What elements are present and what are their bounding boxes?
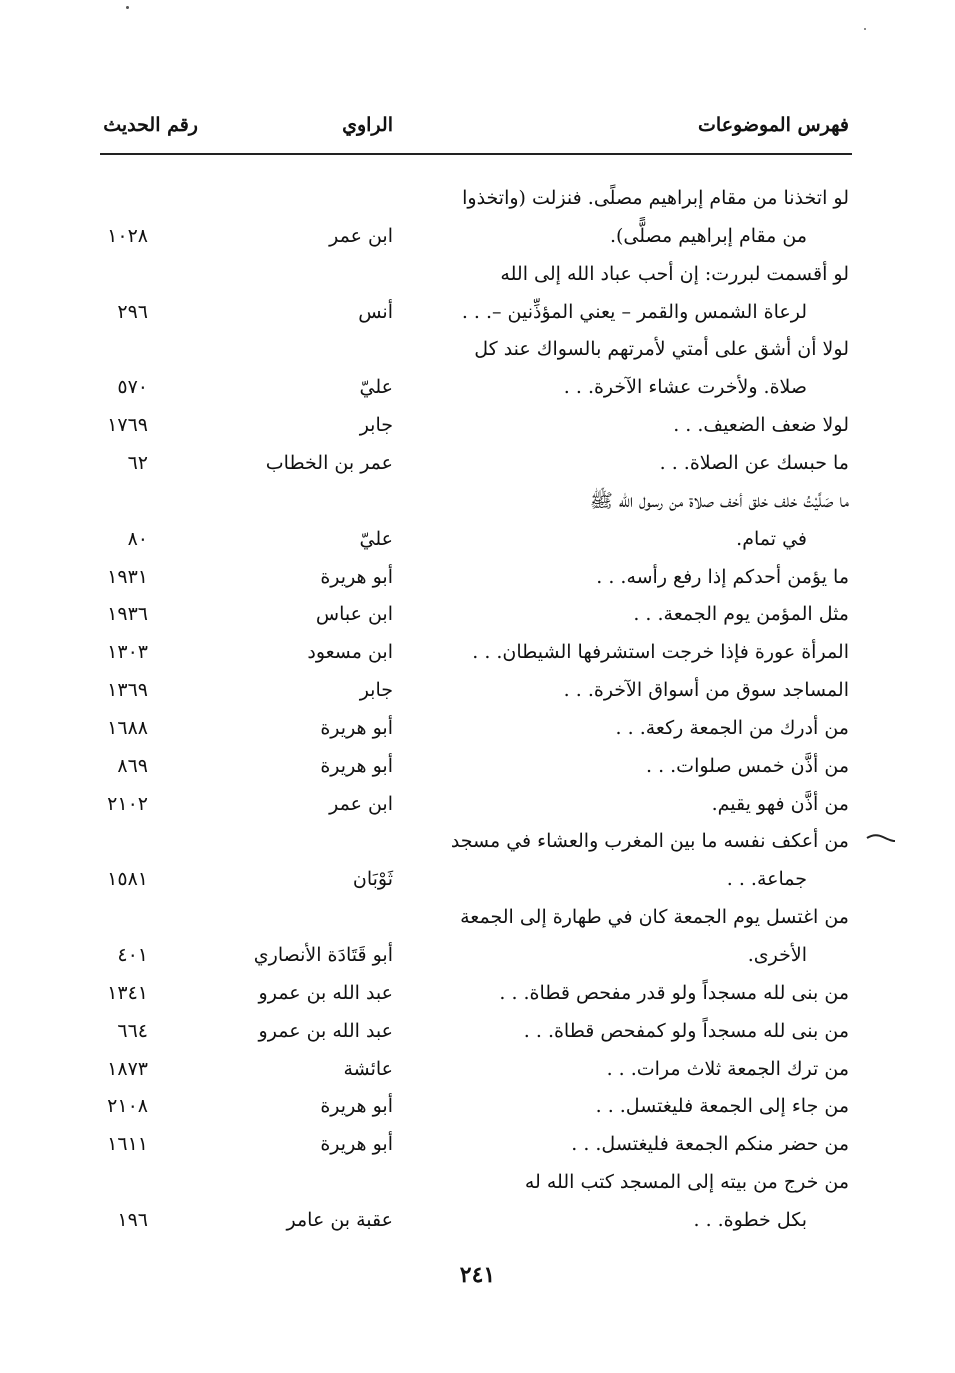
narrator-name: أبو هريرة: [320, 755, 393, 777]
index-row: [0, 633, 955, 671]
narrator-name: عليّ: [359, 528, 393, 550]
narrator-name: أبو هريرة: [320, 1133, 393, 1155]
index-row: [0, 179, 955, 217]
narrator-name: جابر: [359, 679, 393, 701]
hadith-text: جماعة. . .: [726, 868, 807, 890]
handwritten-margin-mark-icon: [865, 832, 897, 844]
hadith-number: ٦٢: [127, 452, 148, 474]
hadith-number: ١٩٣٦: [107, 603, 148, 625]
hadith-text: لرعاة الشمس والقمر – يعني المؤذِّنين –. . .: [461, 301, 807, 323]
hadith-text: الأخرى.: [747, 944, 807, 966]
narrator-name: عمر بن الخطاب: [265, 452, 393, 474]
narrator-name: عائشة: [343, 1058, 393, 1080]
hadith-number: ٢١٠٢: [107, 793, 148, 815]
hadith-number: ٢٩٦: [117, 301, 148, 323]
hadith-text: من أذَّن خمس صلوات. . .: [645, 755, 849, 777]
index-row: [0, 595, 955, 633]
hadith-number: ٦٦٤: [117, 1020, 148, 1042]
hadith-number: ١٨٧٣: [107, 1058, 148, 1080]
narrator-name: عقبة بن عامر: [286, 1209, 393, 1231]
index-row: [0, 936, 955, 974]
narrator-name: ابن مسعود: [307, 641, 393, 663]
hadith-number: ٢١٠٨: [107, 1095, 148, 1117]
hadith-text: من ترك الجمعة ثلاث مرات. . .: [606, 1058, 849, 1080]
column-header-hadith-number: رقم الحديث: [103, 114, 198, 136]
speck-mark: [126, 6, 129, 9]
hadith-number: ١٥٨١: [107, 868, 148, 890]
hadith-number: ١٣٦٩: [107, 679, 148, 701]
index-row: [0, 1012, 955, 1050]
hadith-text: لو اتخذنا من مقام إبراهيم مصلًى. فنزلت (واتخذوا: [462, 187, 849, 209]
index-row: [0, 709, 955, 747]
hadith-text: من بنى لله مسجداً ولو كمفحص قطاة. . .: [523, 1020, 849, 1042]
hadith-number: ١٠٢٨: [107, 225, 148, 247]
narrator-name: أبو قَتَادَة الأنصاري: [253, 944, 393, 966]
hadith-text: ما حبسك عن الصلاة. . .: [659, 452, 849, 474]
narrator-name: ابن عباس: [315, 603, 393, 625]
hadith-text: ما صَلَّيْتُ خلف خلق أخف صلاة من رسول الله ﷺ: [589, 490, 849, 512]
hadith-text: من اغتسل يوم الجمعة كان في طهارة إلى الجمعة: [460, 906, 849, 928]
hadith-text: بكل خطوة. . .: [693, 1209, 807, 1231]
hadith-text: من خرج من بيته إلى المسجد كتب الله له: [524, 1171, 849, 1193]
narrator-name: أبو هريرة: [320, 717, 393, 739]
hadith-text: مثل المؤمن يوم الجمعة. . .: [633, 603, 849, 625]
hadith-number: ١٩٣١: [107, 566, 148, 588]
column-header-topics: فهرس الموضوعات: [698, 114, 849, 136]
index-row: [0, 1050, 955, 1088]
hadith-number: ٤٠١: [117, 944, 148, 966]
column-header-narrator: الراوي: [342, 114, 393, 136]
index-row: [0, 293, 955, 331]
index-row: [0, 520, 955, 558]
hadith-text: في تمام.: [736, 528, 807, 550]
hadith-text: لولا ضعف الضعيف. . .: [673, 414, 849, 436]
hadith-number: ١٧٦٩: [107, 414, 148, 436]
hadith-text: المرأة عورة فإذا خرجت استشرفها الشيطان. . .: [472, 641, 849, 663]
hadith-number: ٥٧٠: [117, 376, 148, 398]
hadith-number: ١٦٨٨: [107, 717, 148, 739]
hadith-text: من أعكف نفسه ما بين المغرب والعشاء في مسجد: [450, 830, 849, 852]
index-row: [0, 406, 955, 444]
narrator-name: أنس: [358, 301, 393, 323]
narrator-name: ابن عمر: [329, 793, 393, 815]
hadith-text: صلاة. ولأخرت عشاء الآخرة. . .: [563, 376, 807, 398]
hadith-text: المساجد سوق من أسواق الآخرة. . .: [563, 679, 849, 701]
index-row: [0, 1087, 955, 1125]
hadith-text: من حضر منكم الجمعة فليغتسل. . .: [571, 1133, 849, 1155]
index-row: [0, 1201, 955, 1239]
hadith-number: ٨٠: [127, 528, 148, 550]
hadith-text: من بنى لله مسجداً ولو قدر مفحص قطاة. . .: [499, 982, 849, 1004]
narrator-name: عبد الله بن عمرو: [258, 1020, 393, 1042]
index-row: [0, 860, 955, 898]
index-row: [0, 898, 955, 936]
hadith-text: لولا أن أشق على أمتي لأمرتهم بالسواك عند كل: [474, 338, 849, 360]
hadith-text: لو أقسمت لبررت: إن أحب عباد الله إلى الله: [500, 263, 849, 285]
header-rule: [100, 153, 852, 155]
hadith-text: من جاء إلى الجمعة فليغتسل. . .: [595, 1095, 849, 1117]
hadith-number: ١٦١١: [107, 1133, 148, 1155]
index-row: [0, 558, 955, 596]
hadith-number: ٨٦٩: [117, 755, 148, 777]
hadith-text: من مقام إبراهيم مصلًّى).: [609, 225, 807, 247]
index-row: [0, 1125, 955, 1163]
hadith-number: ١٣٤١: [107, 982, 148, 1004]
hadith-text: من أذَّن فهو يقيم.: [711, 793, 849, 815]
index-row: [0, 444, 955, 482]
index-row: [0, 255, 955, 293]
index-row: [0, 482, 955, 520]
index-row: [0, 217, 955, 255]
index-row: [0, 1163, 955, 1201]
narrator-name: أبو هريرة: [320, 566, 393, 588]
index-row: [0, 822, 955, 860]
hadith-text: ما يؤمن أحدكم إذا رفع رأسه. . .: [596, 566, 849, 588]
narrator-name: جابر: [359, 414, 393, 436]
hadith-number: ١٩٦: [117, 1209, 148, 1231]
index-row: [0, 785, 955, 823]
page-number: ٢٤١: [459, 1262, 496, 1288]
hadith-text: من أدرك من الجمعة ركعة. . .: [615, 717, 849, 739]
index-row: [0, 368, 955, 406]
narrator-name: ابن عمر: [329, 225, 393, 247]
narrator-name: عليّ: [359, 376, 393, 398]
hadith-number: ١٣٠٣: [107, 641, 148, 663]
narrator-name: ثَوْبَان: [352, 868, 393, 890]
narrator-name: أبو هريرة: [320, 1095, 393, 1117]
narrator-name: عبد الله بن عمرو: [258, 982, 393, 1004]
index-row: [0, 671, 955, 709]
index-row: [0, 330, 955, 368]
speck-mark: [864, 28, 866, 30]
index-row: [0, 974, 955, 1012]
index-row: [0, 747, 955, 785]
